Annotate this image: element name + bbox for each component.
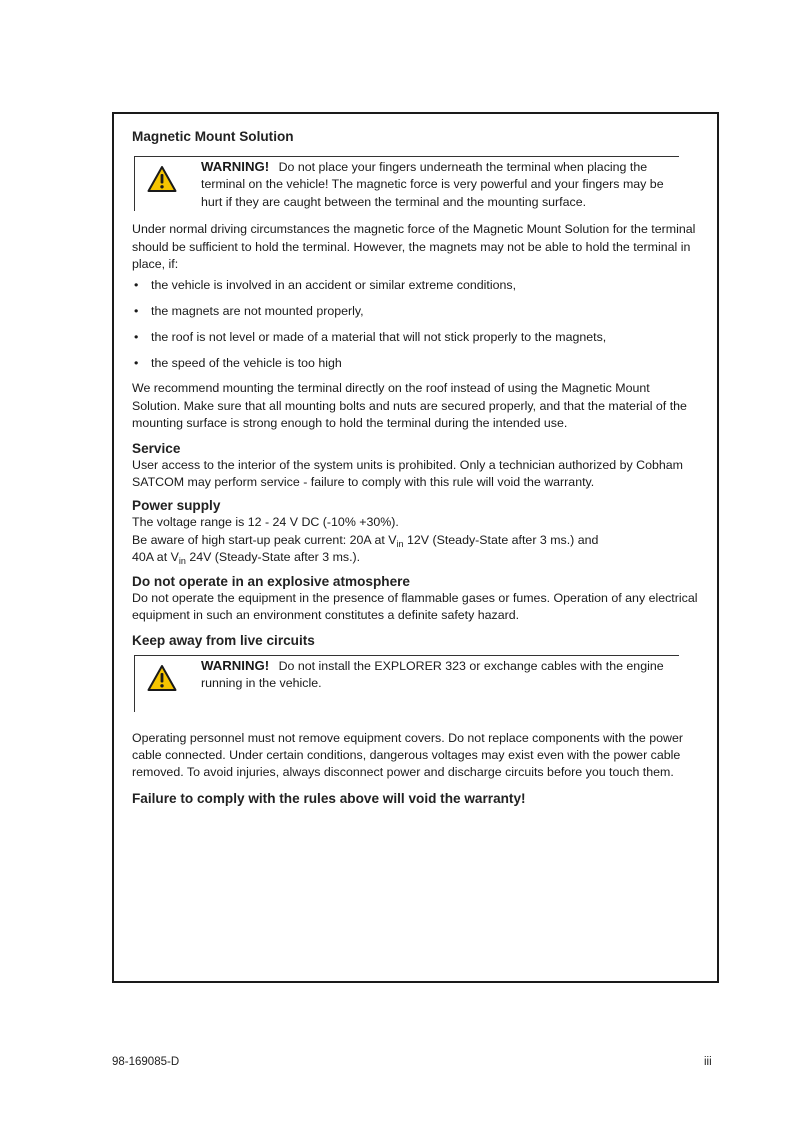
failure-statement: Failure to comply with the rules above will void the warranty! bbox=[132, 790, 526, 806]
warning-body: Do not install the EXPLORER 323 or exchange cables with the engine running in the vehicle. bbox=[201, 658, 664, 690]
power-line-2: Be aware of high start-up peak current: 20A at $V_{in}$ 12V (Steady-State after 3 ms.) and bbox=[132, 532, 599, 549]
power-heading: Power supply bbox=[132, 498, 221, 514]
list-item: • the speed of the vehicle is too high bbox=[132, 355, 698, 372]
warning-triangle-icon bbox=[147, 165, 177, 193]
section-title: Magnetic Mount Solution bbox=[132, 129, 294, 144]
warning-label: WARNING! bbox=[201, 159, 270, 174]
explosive-heading: Do not operate in an explosive atmosphere bbox=[132, 573, 410, 589]
list-item: • the magnets are not mounted properly, bbox=[132, 303, 698, 320]
page-number: iii bbox=[704, 1056, 712, 1068]
recommend-paragraph: We recommend mounting the terminal directly on the roof instead of using the Magnetic Mount Solution. Make sure that all mounting bolts and nuts are secured properly, and that the material of the mounting surface is strong enough to hold the terminal during the intended use. bbox=[132, 381, 687, 431]
explosive-text: Do not operate the equipment in the presence of flammable gases or fumes. Operation of any electrical equipment in such an environment constitutes a definite safety hazard. bbox=[132, 590, 698, 623]
warning-text bbox=[201, 656, 679, 693]
service-heading: Service bbox=[132, 440, 181, 456]
intro-paragraph: Under normal driving circumstances the magnetic force of the Magnetic Mount Solution for the terminal should be sufficient to hold the terminal. However, the magnets may not be able to hold the terminal in place, if: bbox=[132, 222, 696, 272]
warning-box-magnetic bbox=[134, 156, 679, 211]
service-text: User access to the interior of the system units is prohibited. Only a technician authorized by Cobham SATCOM may perform service - failure to comply with this rule will void the warranty. bbox=[132, 457, 683, 490]
warning-box-live bbox=[134, 655, 679, 712]
safety-frame bbox=[112, 112, 719, 983]
live-circuits-heading: Keep away from live circuits bbox=[132, 632, 315, 648]
personnel-paragraph: Operating personnel must not remove equipment covers. Do not replace components with the power cable connected. Under certain conditions, dangerous voltages may exist even with the power cable removed. To avoid injuries, always disconnect power and discharge circuits before you touch them. bbox=[132, 730, 683, 780]
warning-label: WARNING! bbox=[201, 657, 270, 673]
frame-content bbox=[132, 128, 698, 807]
warning-body: Do not place your fingers underneath the terminal when placing the terminal on the vehicle! The magnetic force is very powerful and your fingers may be hurt if they are caught between the terminal and the mounting surface. bbox=[201, 160, 664, 209]
document-number: 98-169085-D bbox=[112, 1056, 180, 1068]
list-item: • the vehicle is involved in an accident or similar extreme conditions, bbox=[132, 277, 698, 294]
conditions-list bbox=[132, 277, 698, 372]
power-line-3: 40A at $V_{in}$ 24V (Steady-State after 3 ms.). bbox=[132, 550, 361, 567]
warning-text bbox=[201, 157, 679, 211]
list-item: • the roof is not level or made of a material that will not stick properly to the magnets, bbox=[132, 329, 698, 346]
warning-triangle-icon bbox=[147, 664, 177, 692]
power-line-1: The voltage range is 12 - 24 V DC (-10% +30%). bbox=[132, 515, 399, 530]
